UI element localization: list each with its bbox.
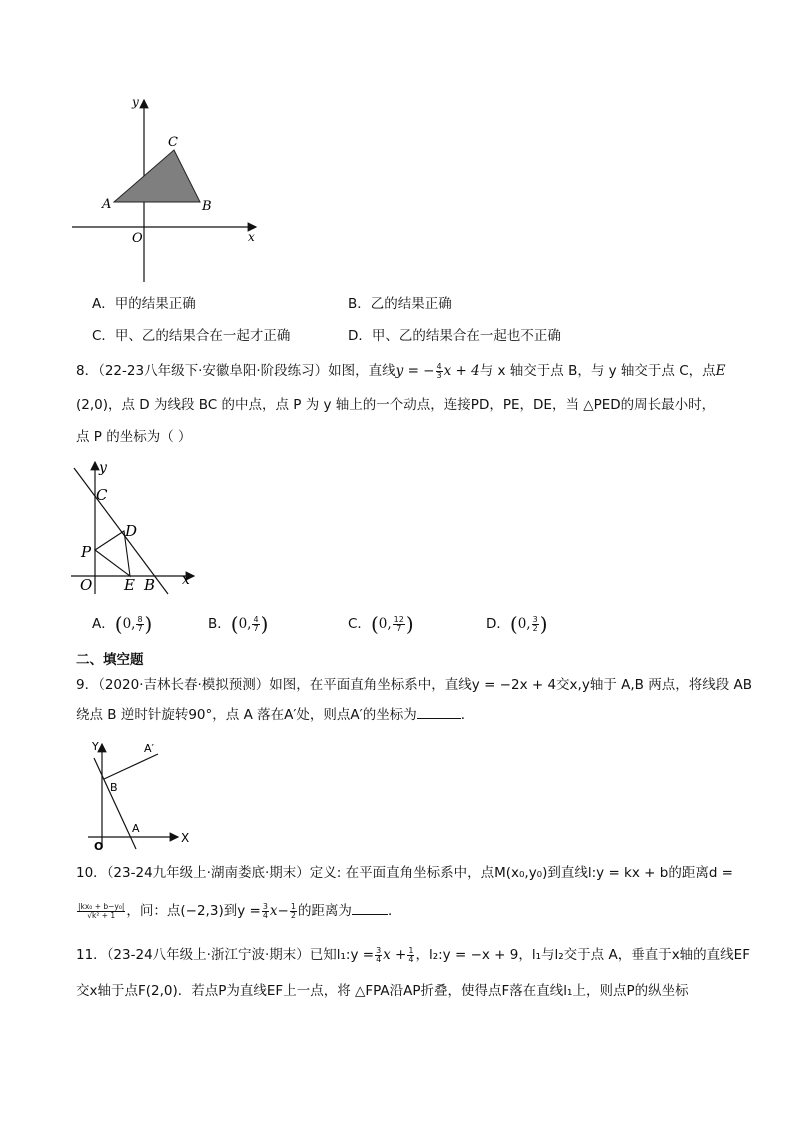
q9-axis-y-label: Y: [92, 740, 99, 753]
q10-line-1: [76, 864, 733, 882]
q9-text-1: 如图，在平面直角坐标系中，直线y = −2x + 4交x,y轴于 A,B 两点，将线段 AB: [269, 677, 752, 693]
q9-line-1: [76, 676, 752, 694]
q10-fraction-1: [262, 903, 269, 920]
q11-source: （23-24八年级上·浙江宁波·期末）: [106, 947, 310, 963]
q9-number: 9．: [76, 677, 99, 693]
q10-line-2: [76, 902, 401, 920]
q11-text-1: 已知l₁:y =: [309, 947, 375, 963]
q9-source: （2020·吉林长春·模拟预测）: [98, 677, 270, 693]
q8-figure: [68, 456, 208, 598]
q9-axis-x-label: X: [181, 831, 190, 845]
q8-axis-x-label: x: [182, 572, 190, 588]
q8-line-1: [76, 362, 725, 380]
q10-fraction-1-num: 3: [262, 901, 268, 911]
q8-option-c-num: 12: [393, 614, 404, 624]
q8-fraction-den: 3: [436, 370, 442, 380]
q11-fraction-2-den: 4: [408, 954, 414, 964]
q10-source: （23-24九年级上·湖南娄底·期末）: [106, 865, 310, 881]
q7-triangle: [114, 150, 200, 202]
q8-option-b-fraction: [252, 616, 259, 633]
q8-option-d-x: 0,: [517, 616, 531, 632]
q9-segment-ba-prime: [104, 754, 158, 779]
q8-option-d[interactable]: D．(0, $\frac{3}{2}$ ): [486, 612, 548, 636]
section-title-fill-blank: 二、填空题: [76, 652, 144, 668]
q7-option-b[interactable]: B．乙的结果正确: [348, 296, 452, 312]
q10-fraction-num: |kx₀ + b−y₀|: [78, 901, 125, 911]
q8-equation-fraction: [436, 363, 443, 380]
q8-option-d-den: 2: [532, 623, 538, 633]
q7-origin-label: O: [132, 231, 143, 246]
q8-option-d-fraction: [532, 616, 539, 633]
q8-option-a-den: 7: [137, 623, 143, 633]
q11-text-3: ，l₂:y = −x + 9，l₁与l₂交于点 A，垂直于x轴的直线EF: [415, 947, 750, 963]
q10-fraction-2-num: 1: [290, 901, 296, 911]
q9-line-ab: [94, 758, 136, 849]
q8-axis-y-label: y: [99, 460, 107, 476]
q8-option-c[interactable]: C．(0, $\frac{12}{7}$ ): [348, 612, 414, 636]
q10-fraction-2: [290, 903, 297, 920]
q11-number: 11．: [76, 947, 107, 963]
q10-fraction-1-den: 4: [262, 910, 268, 920]
q10-fraction-den: √k² + 1: [87, 910, 116, 920]
q7-option-a[interactable]: A．甲的结果正确: [92, 296, 196, 312]
q8-text-2: 与 x 轴交于点 B，与 y 轴交于点 C，点: [479, 363, 716, 379]
q10-text-5: ．: [387, 903, 402, 919]
q8-label-b: B: [144, 576, 156, 594]
q7-axis-x-label: x: [248, 230, 255, 244]
q8-fraction-num: 4: [436, 361, 442, 371]
q8-option-b-num: 4: [253, 614, 259, 624]
q8-option-a-fraction: [136, 616, 143, 633]
q8-point-e: E: [715, 363, 726, 379]
q8-option-b-den: 7: [253, 623, 259, 633]
q8-option-b-letter: B．: [208, 616, 231, 632]
q7-figure: [68, 92, 268, 287]
q8-origin-label: O: [80, 576, 93, 594]
q7-option-d[interactable]: D．甲、乙的结果合在一起也不正确: [348, 328, 561, 344]
q8-label-e: E: [124, 576, 135, 594]
q8-line-3: 点 P 的坐标为（ ）: [76, 429, 192, 445]
q11-fraction-1: [375, 947, 382, 964]
q8-option-c-letter: C．: [348, 616, 371, 632]
q10-answer-blank[interactable]: [352, 902, 388, 915]
q8-text-1: 如图，直线: [328, 363, 396, 379]
q8-option-a-x: 0,: [122, 616, 136, 632]
q7-option-c[interactable]: C．甲、乙的结果合在一起才正确: [92, 328, 291, 344]
q10-text-1: 定义: 在平面直角坐标系中，点M(x₀,y₀)到直线l:y = kx + b的距离d =: [309, 865, 733, 881]
q10-number: 10．: [76, 865, 107, 881]
q7-label-c: C: [168, 135, 178, 150]
q8-option-c-fraction: [393, 616, 405, 633]
q8-option-c-den: 7: [396, 623, 402, 633]
q8-option-a[interactable]: A．(0, $\frac{8}{7}$ ): [92, 612, 153, 636]
q10-text-4: 的距离为: [297, 903, 352, 919]
q8-number: 8．: [76, 363, 99, 379]
q9-label-a: A: [132, 822, 140, 835]
q10-fraction-2-den: 2: [290, 910, 296, 920]
q8-option-c-x: 0,: [378, 616, 392, 632]
q9-answer-blank[interactable]: [417, 706, 461, 719]
q8-option-a-num: 8: [137, 614, 143, 624]
q9-line-2: [76, 706, 474, 724]
q10-distance-fraction: [77, 903, 125, 920]
q9-label-a-prime: A′: [144, 742, 155, 755]
q9-figure: [82, 736, 200, 850]
q8-label-d: D: [125, 522, 138, 540]
q11-text-2: x +: [383, 947, 407, 963]
q11-fraction-1-den: 4: [376, 954, 382, 964]
q8-label-c: C: [96, 486, 108, 504]
q9-origin-label: O: [94, 840, 104, 850]
q7-axis-y-label: y: [132, 95, 139, 109]
q8-equation-lhs: y = −: [395, 363, 435, 379]
q8-equation-rhs: x + 4: [443, 363, 480, 379]
q9-text-2: 绕点 B 逆时针旋转90°，点 A 落在A′处，则点A′的坐标为: [76, 707, 417, 723]
q8-option-d-letter: D．: [486, 616, 510, 632]
q9-text-3: ．: [460, 707, 475, 723]
q10-text-2: ，问：点(−2,3)到y =: [126, 903, 261, 919]
q8-option-b[interactable]: B．(0, $\frac{4}{7}$ ): [208, 612, 269, 636]
q8-line-2: (2,0)，点 D 为线段 BC 的中点，点 P 为 y 轴上的一个动点，连接PD，PE，DE，当 △PED的周长最小时，: [76, 397, 716, 413]
q8-source: （22-23八年级下·安徽阜阳·阶段练习）: [98, 363, 329, 379]
q8-option-a-letter: A．: [92, 616, 115, 632]
q11-fraction-2-num: 1: [408, 945, 414, 955]
q7-label-a: A: [102, 197, 112, 212]
q11-line-2: 交x轴于点F(2,0)．若点P为直线EF上一点，将 △FPA沿AP折叠，使得点F落在直线l₁上，则点P的纵坐标: [76, 983, 689, 999]
q11-fraction-1-num: 3: [376, 945, 382, 955]
q11-line-1: [76, 946, 750, 964]
q10-text-3: x−: [269, 903, 289, 919]
q9-label-b: B: [110, 781, 118, 794]
q11-fraction-2: [407, 947, 414, 964]
q8-option-d-num: 3: [532, 614, 538, 624]
q7-label-b: B: [202, 199, 212, 214]
q8-label-p: P: [81, 543, 92, 561]
q8-option-b-x: 0,: [238, 616, 252, 632]
